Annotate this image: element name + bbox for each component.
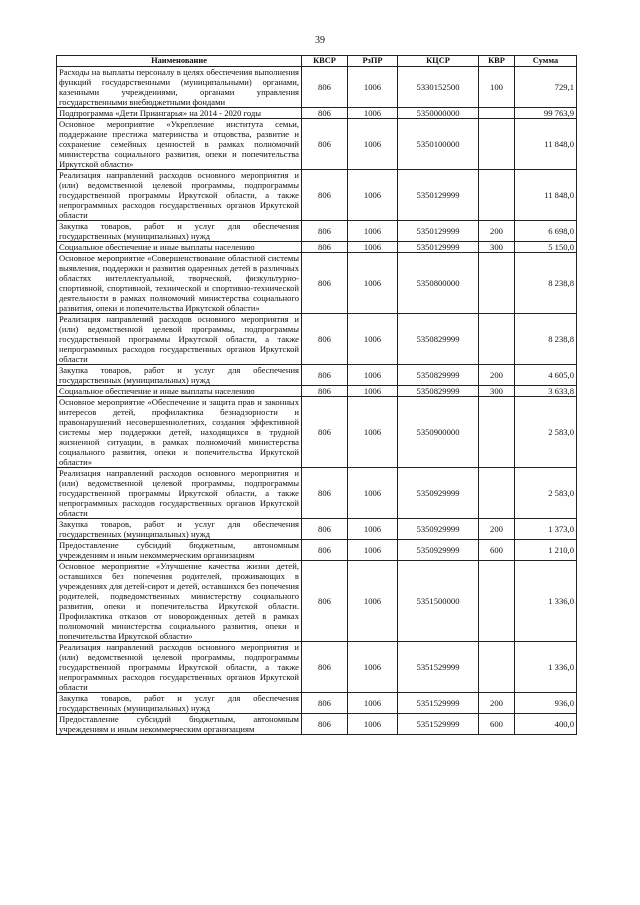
cell-rzpr: 1006 bbox=[348, 714, 398, 735]
cell-kcsr: 5350000000 bbox=[398, 108, 479, 119]
cell-kcsr: 5351529999 bbox=[398, 693, 479, 714]
cell-kvsr: 806 bbox=[302, 540, 348, 561]
cell-sum: 1 210,0 bbox=[515, 540, 577, 561]
cell-name: Закупка товаров, работ и услуг для обеспечения государственных (муниципальных) нужд bbox=[57, 221, 302, 242]
cell-name: Реализация направлений расходов основного мероприятия и (или) ведомственной целевой программы, подпрограммы государственной программы Иркутской области, а также непрограммных расходов государственных органов Иркутской области bbox=[57, 314, 302, 365]
cell-kvsr: 806 bbox=[302, 519, 348, 540]
cell-kvr bbox=[479, 253, 515, 314]
cell-name: Основное мероприятие «Совершенствование областной системы выявления, поддержки и развития одаренных детей в различных областях интеллектуальной, творческой, физкультурно-спортивной, спортивной, технической и спортивно-технической деятельности в рамках полномочий министерства социального развития, опеки и попечительства Иркутской области» bbox=[57, 253, 302, 314]
cell-sum: 8 238,8 bbox=[515, 314, 577, 365]
cell-rzpr: 1006 bbox=[348, 253, 398, 314]
table-row bbox=[57, 108, 577, 119]
cell-name: Социальное обеспечение и иные выплаты населению bbox=[57, 242, 302, 253]
table-row bbox=[57, 642, 577, 693]
cell-kvsr: 806 bbox=[302, 242, 348, 253]
cell-sum: 1 336,0 bbox=[515, 642, 577, 693]
cell-rzpr: 1006 bbox=[348, 108, 398, 119]
cell-sum: 8 238,8 bbox=[515, 253, 577, 314]
cell-kvr bbox=[479, 119, 515, 170]
cell-kvr: 300 bbox=[479, 386, 515, 397]
cell-kvsr: 806 bbox=[302, 468, 348, 519]
cell-name: Закупка товаров, работ и услуг для обеспечения государственных (муниципальных) нужд bbox=[57, 519, 302, 540]
cell-rzpr: 1006 bbox=[348, 314, 398, 365]
cell-sum: 3 633,8 bbox=[515, 386, 577, 397]
cell-sum: 729,1 bbox=[515, 67, 577, 108]
table-row bbox=[57, 170, 577, 221]
table-row bbox=[57, 397, 577, 468]
cell-sum: 2 583,0 bbox=[515, 397, 577, 468]
cell-kcsr: 5350900000 bbox=[398, 397, 479, 468]
table-row bbox=[57, 561, 577, 642]
cell-kvr bbox=[479, 314, 515, 365]
column-header-kcsr: КЦСР bbox=[398, 56, 479, 67]
cell-sum: 2 583,0 bbox=[515, 468, 577, 519]
table-row bbox=[57, 519, 577, 540]
cell-kcsr: 5330152500 bbox=[398, 67, 479, 108]
cell-kcsr: 5350829999 bbox=[398, 365, 479, 386]
cell-name: Основное мероприятие «Укрепление института семьи, поддержание престижа материнства и отцовства, развитие и сохранение семейных ценностей в рамках полномочий министерства социального развития, опеки и попечительства Иркутской области» bbox=[57, 119, 302, 170]
table-row bbox=[57, 314, 577, 365]
cell-kcsr: 5350829999 bbox=[398, 386, 479, 397]
table-row bbox=[57, 119, 577, 170]
cell-name: Социальное обеспечение и иные выплаты населению bbox=[57, 386, 302, 397]
cell-kvsr: 806 bbox=[302, 642, 348, 693]
cell-name: Закупка товаров, работ и услуг для обеспечения государственных (муниципальных) нужд bbox=[57, 365, 302, 386]
cell-rzpr: 1006 bbox=[348, 119, 398, 170]
cell-name: Основное мероприятие «Улучшение качества жизни детей, оставшихся без попечения родителей, проживающих в учреждениях для детей-сирот и детей, оставшихся без попечения родителей, подведомственных министерству социального развития, опеки и попечительства Иркутской области. Профилактика отказов от новорожденных детей в рамках полномочий министерства социального развития, опеки и попечительства Иркутской области» bbox=[57, 561, 302, 642]
cell-rzpr: 1006 bbox=[348, 67, 398, 108]
column-header-kvsr: КВСР bbox=[302, 56, 348, 67]
cell-rzpr: 1006 bbox=[348, 221, 398, 242]
cell-kcsr: 5350929999 bbox=[398, 540, 479, 561]
cell-kvr: 300 bbox=[479, 242, 515, 253]
table-row bbox=[57, 540, 577, 561]
cell-kvsr: 806 bbox=[302, 119, 348, 170]
cell-name: Основное мероприятие «Обеспечение и защита прав и законных интересов детей, профилактика безнадзорности и правонарушений несовершеннолетних, создания эффективной системы мер поддержки детей, находящихся в трудной жизненной ситуации, в рамках полномочий министерства социального развития, опеки и попечительства Иркутской области» bbox=[57, 397, 302, 468]
table-row bbox=[57, 468, 577, 519]
cell-kvr: 200 bbox=[479, 693, 515, 714]
cell-kvsr: 806 bbox=[302, 108, 348, 119]
cell-kcsr: 5350929999 bbox=[398, 519, 479, 540]
cell-rzpr: 1006 bbox=[348, 540, 398, 561]
cell-name: Реализация направлений расходов основного мероприятия и (или) ведомственной целевой программы, подпрограммы государственной программы Иркутской области, а также непрограммных расходов государственных органов Иркутской области bbox=[57, 170, 302, 221]
cell-rzpr: 1006 bbox=[348, 386, 398, 397]
cell-kcsr: 5350100000 bbox=[398, 119, 479, 170]
cell-name: Предоставление субсидий бюджетным, автономным учреждениям и иным некоммерческим организациям bbox=[57, 714, 302, 735]
cell-rzpr: 1006 bbox=[348, 468, 398, 519]
cell-sum: 400,0 bbox=[515, 714, 577, 735]
cell-sum: 936,0 bbox=[515, 693, 577, 714]
cell-sum: 5 150,0 bbox=[515, 242, 577, 253]
cell-kcsr: 5350129999 bbox=[398, 242, 479, 253]
cell-kvr: 200 bbox=[479, 221, 515, 242]
cell-rzpr: 1006 bbox=[348, 242, 398, 253]
cell-sum: 1 336,0 bbox=[515, 561, 577, 642]
cell-kvr: 600 bbox=[479, 714, 515, 735]
cell-kvr bbox=[479, 397, 515, 468]
cell-kvsr: 806 bbox=[302, 221, 348, 242]
cell-kvr bbox=[479, 108, 515, 119]
cell-name: Подпрограмма «Дети Приангарья» на 2014 - 2020 годы bbox=[57, 108, 302, 119]
cell-name: Закупка товаров, работ и услуг для обеспечения государственных (муниципальных) нужд bbox=[57, 693, 302, 714]
cell-kvsr: 806 bbox=[302, 386, 348, 397]
cell-kvr bbox=[479, 561, 515, 642]
cell-kvsr: 806 bbox=[302, 397, 348, 468]
cell-name: Предоставление субсидий бюджетным, автономным учреждениям и иным некоммерческим организациям bbox=[57, 540, 302, 561]
cell-sum: 99 763,9 bbox=[515, 108, 577, 119]
budget-table bbox=[56, 55, 577, 735]
table-row bbox=[57, 67, 577, 108]
cell-kcsr: 5351529999 bbox=[398, 642, 479, 693]
column-header-kvr: КВР bbox=[479, 56, 515, 67]
cell-rzpr: 1006 bbox=[348, 561, 398, 642]
table-row bbox=[57, 365, 577, 386]
cell-kvr bbox=[479, 170, 515, 221]
cell-name: Реализация направлений расходов основного мероприятия и (или) ведомственной целевой программы, подпрограммы государственной программы Иркутской области, а также непрограммных расходов государственных органов Иркутской области bbox=[57, 642, 302, 693]
cell-sum: 11 848,0 bbox=[515, 119, 577, 170]
cell-sum: 11 848,0 bbox=[515, 170, 577, 221]
cell-kvsr: 806 bbox=[302, 561, 348, 642]
cell-kvr bbox=[479, 468, 515, 519]
cell-rzpr: 1006 bbox=[348, 693, 398, 714]
cell-rzpr: 1006 bbox=[348, 642, 398, 693]
cell-sum: 4 605,0 bbox=[515, 365, 577, 386]
cell-name: Реализация направлений расходов основного мероприятия и (или) ведомственной целевой программы, подпрограммы государственной программы Иркутской области, а также непрограммных расходов государственных органов Иркутской области bbox=[57, 468, 302, 519]
cell-kvr: 100 bbox=[479, 67, 515, 108]
cell-rzpr: 1006 bbox=[348, 170, 398, 221]
cell-kvr: 200 bbox=[479, 365, 515, 386]
cell-kcsr: 5350929999 bbox=[398, 468, 479, 519]
column-header-name: Наименование bbox=[57, 56, 302, 67]
cell-kvr: 600 bbox=[479, 540, 515, 561]
cell-kvsr: 806 bbox=[302, 170, 348, 221]
column-header-rzpr: РзПР bbox=[348, 56, 398, 67]
cell-rzpr: 1006 bbox=[348, 519, 398, 540]
cell-sum: 6 698,0 bbox=[515, 221, 577, 242]
table-body bbox=[57, 67, 577, 735]
cell-kcsr: 5350829999 bbox=[398, 314, 479, 365]
table-row bbox=[57, 693, 577, 714]
cell-kvr: 200 bbox=[479, 519, 515, 540]
cell-rzpr: 1006 bbox=[348, 397, 398, 468]
page-number: 39 bbox=[315, 35, 325, 46]
cell-kvr bbox=[479, 642, 515, 693]
cell-kcsr: 5350129999 bbox=[398, 221, 479, 242]
table-header-row bbox=[57, 56, 577, 67]
cell-sum: 1 373,0 bbox=[515, 519, 577, 540]
cell-kcsr: 5350129999 bbox=[398, 170, 479, 221]
cell-kvsr: 806 bbox=[302, 314, 348, 365]
cell-kcsr: 5351529999 bbox=[398, 714, 479, 735]
cell-kvsr: 806 bbox=[302, 365, 348, 386]
table-row bbox=[57, 242, 577, 253]
cell-kvsr: 806 bbox=[302, 253, 348, 314]
cell-kcsr: 5350800000 bbox=[398, 253, 479, 314]
table-row bbox=[57, 221, 577, 242]
table-row bbox=[57, 386, 577, 397]
cell-rzpr: 1006 bbox=[348, 365, 398, 386]
table-row bbox=[57, 714, 577, 735]
cell-kcsr: 5351500000 bbox=[398, 561, 479, 642]
column-header-sum: Сумма bbox=[515, 56, 577, 67]
cell-kvsr: 806 bbox=[302, 67, 348, 108]
cell-name: Расходы на выплаты персоналу в целях обеспечения выполнения функций государственными (муниципальными) органами, казенными учреждениями, органами управления государственными внебюджетными фондами bbox=[57, 67, 302, 108]
cell-kvsr: 806 bbox=[302, 693, 348, 714]
cell-kvsr: 806 bbox=[302, 714, 348, 735]
table-row bbox=[57, 253, 577, 314]
